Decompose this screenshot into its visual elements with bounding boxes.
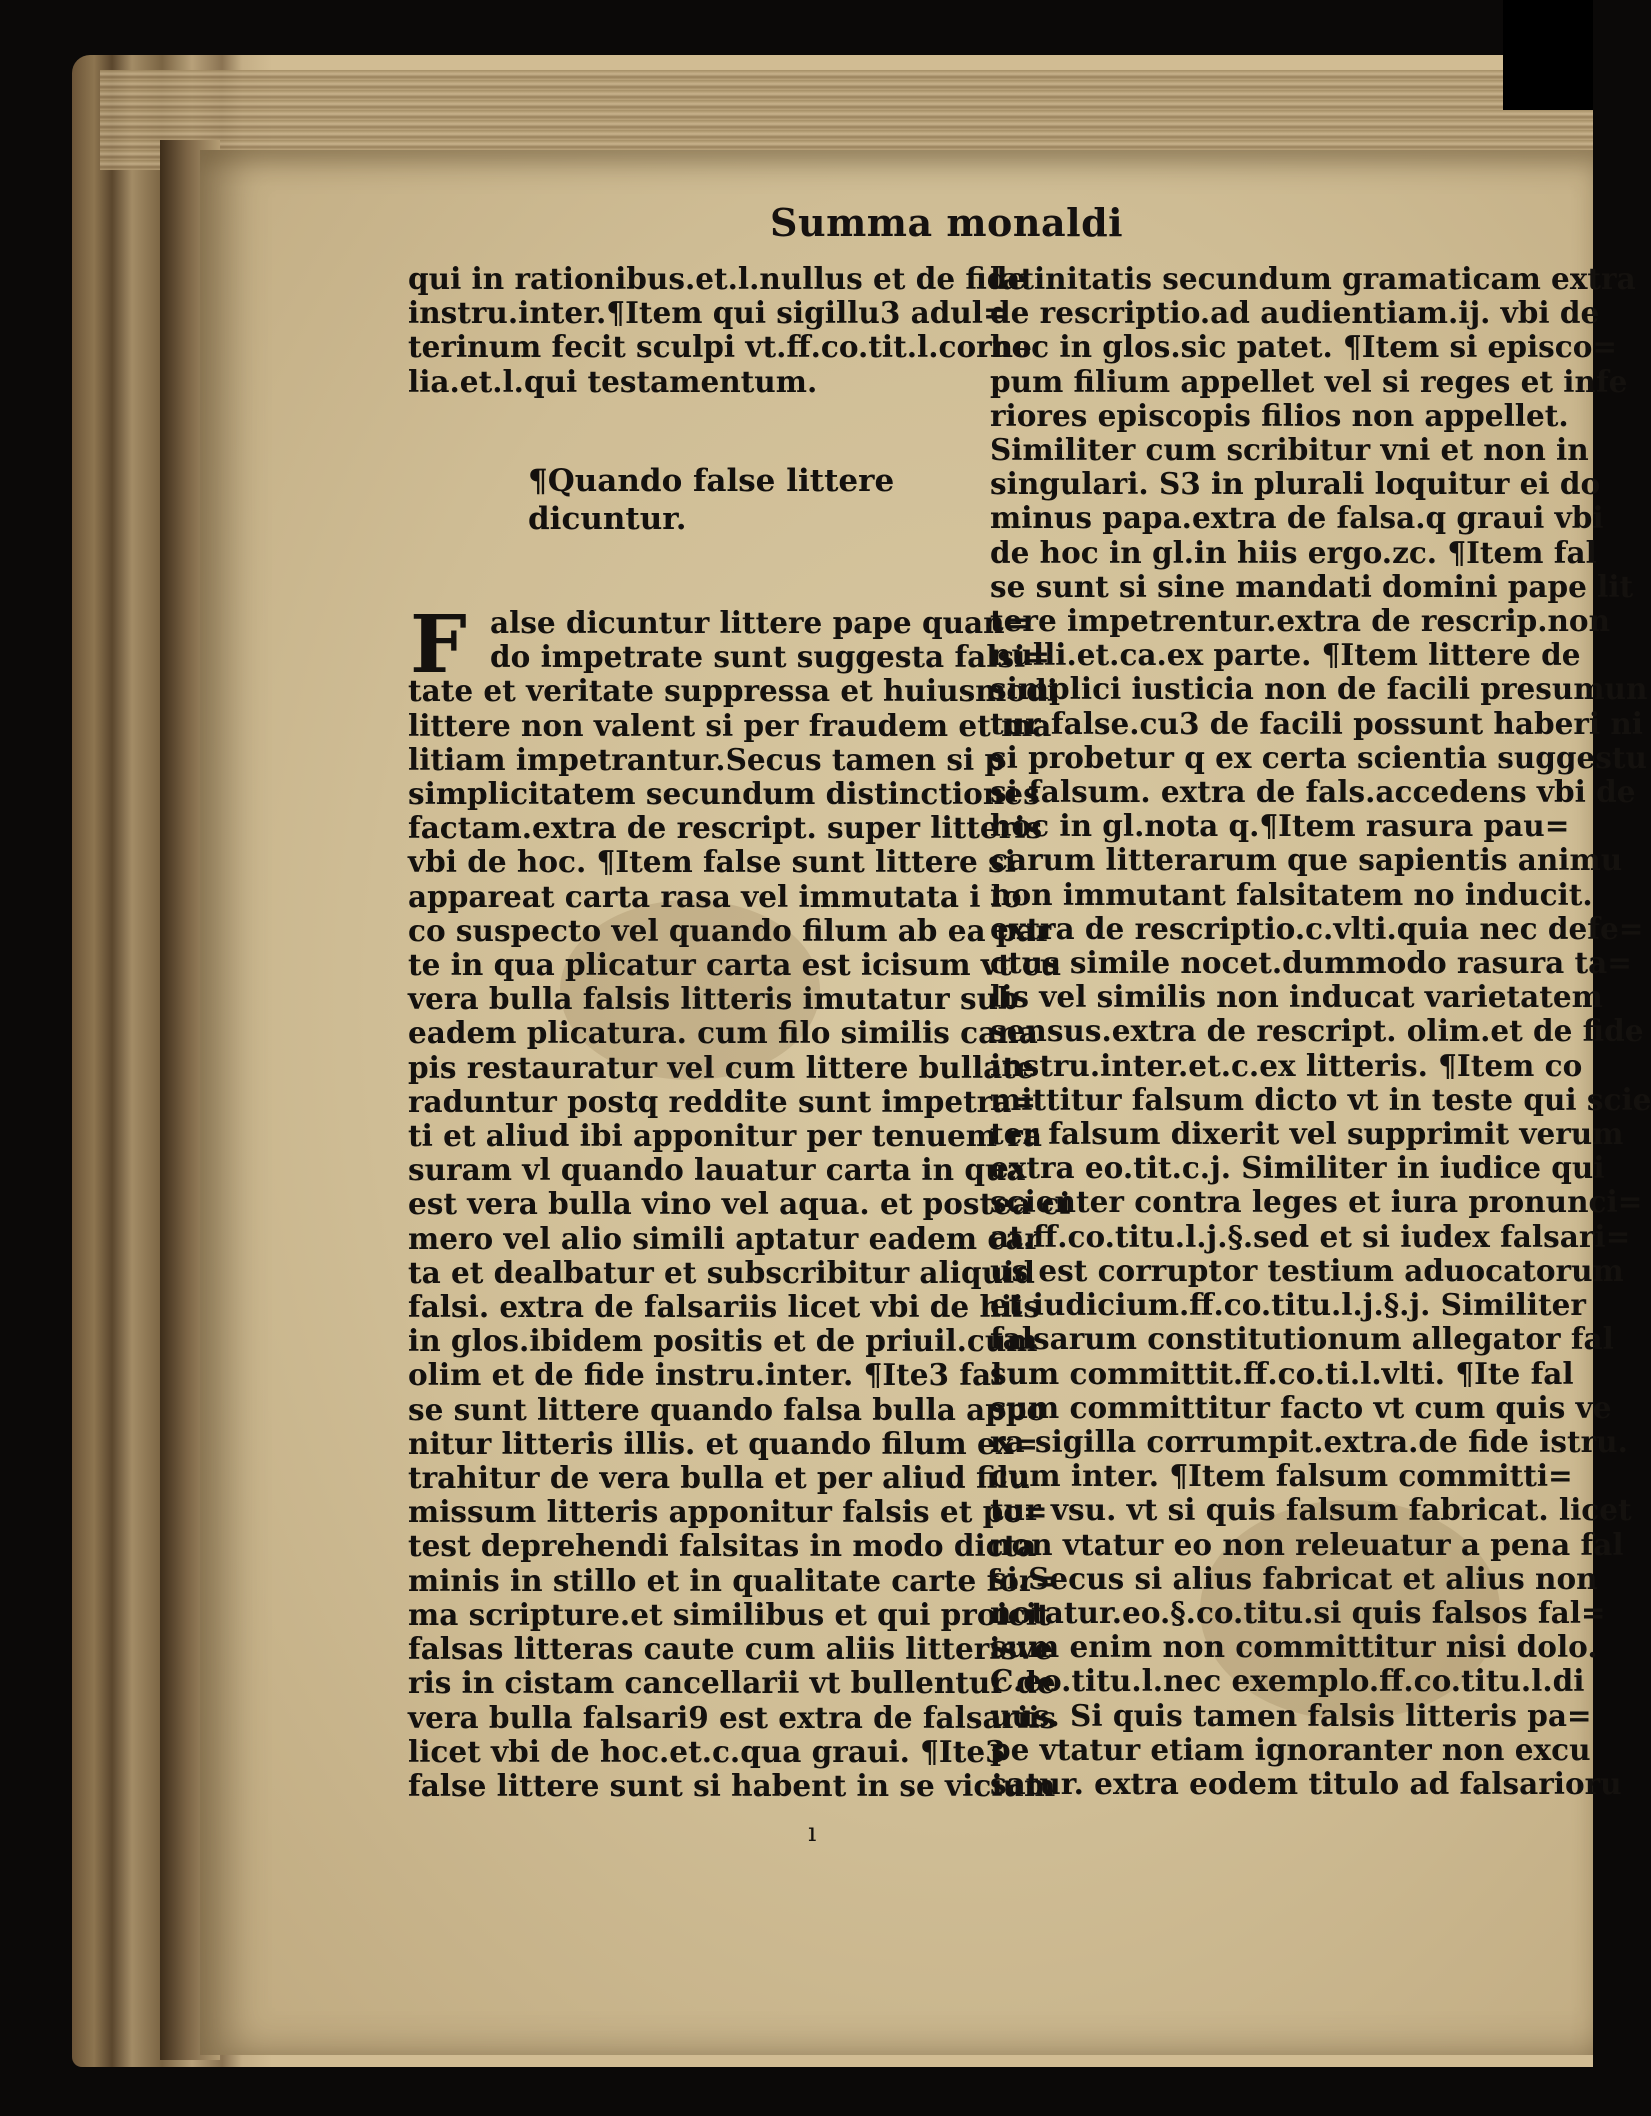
section-rubric (528, 462, 948, 538)
text-line: alse dicuntur littere pape quan= (490, 605, 1030, 640)
text-line: C.eo.titu.l.nec exemplo.ff.co.titu.l.di (990, 1663, 1585, 1699)
text-line: ris in cistam cancellarii vt bullentur de (408, 1665, 1056, 1701)
text-line: te in qua plicatur carta est icisum vt cu (408, 947, 1062, 983)
text-line: ra sigilla corrumpit.extra.de fide istru. (990, 1423, 1628, 1459)
text-line: tur vsu. vt si quis falsum fabricat. licet (990, 1492, 1632, 1528)
text-line: simplici iusticia non de facili presumun (990, 671, 1648, 707)
text-line: mittitur falsum dicto vt in teste qui scie (990, 1081, 1651, 1117)
text-line: si probetur q ex certa scientia suggestu (990, 739, 1647, 775)
rubric-line: ¶Quando false littere (528, 463, 895, 499)
text-line: non vtatur eo non releuatur a pena fal (990, 1526, 1624, 1562)
text-line: si falsum. extra de fals.accedens vbi de (990, 774, 1636, 810)
text-line: suram vl quando lauatur carta in qua (408, 1152, 1026, 1188)
running-head: Summa monaldi (770, 200, 1124, 245)
text-line: instru.inter.et.c.ex litteris. ¶Item co (990, 1047, 1583, 1083)
text-line: scienter contra leges et iura pronunci= (990, 1184, 1643, 1220)
text-line: ti et aliud ibi apponitur per tenuem ra (408, 1118, 1042, 1154)
text-line: litiam impetrantur.Secus tamen si p (408, 741, 1006, 777)
text-line: tate et veritate suppressa et huiusmodi (408, 673, 1058, 709)
signature-mark: ı (808, 1818, 817, 1848)
text-line: test deprehendi falsitas in modo dicta (408, 1528, 1037, 1564)
text-line: co suspecto vel quando filum ab ea par (408, 912, 1052, 948)
text-line: falsas litteras caute cum aliis litterisve (408, 1631, 1053, 1667)
initial-letter: F (410, 597, 467, 691)
text-line: et iudicium.ff.co.titu.l.j.§.j. Similiter (990, 1287, 1586, 1323)
text-line: minis in stillo et in qualitate carte for= (408, 1562, 1060, 1598)
text-line: extra de rescriptio.c.vlti.quia nec defe= (990, 910, 1644, 946)
text-line: lis vel similis non inducat varietatem (990, 979, 1603, 1015)
text-line: Similiter cum scribitur vni et non in (990, 432, 1589, 468)
text-line: eadem plicatura. cum filo similis cana (408, 1015, 1038, 1051)
text-line: in glos.ibidem positis et de priuil.cum (408, 1323, 1038, 1359)
text-line: satur. extra eodem titulo ad falsarioru (990, 1765, 1622, 1801)
text-line: riores episcopis filios non appellet. (990, 397, 1569, 433)
text-line: sum committitur facto vt cum quis ve (990, 1389, 1612, 1425)
text-line: de rescriptio.ad audientiam.ij. vbi de (990, 295, 1600, 331)
text-line: extra eo.tit.c.j. Similiter in iudice qui (990, 1150, 1605, 1186)
left-column-top (408, 261, 1032, 399)
text-line: hoc in gl.nota q.¶Item rasura pau= (990, 808, 1570, 844)
text-line: appareat carta rasa vel immutata i lo (408, 878, 1022, 914)
text-line: vera bulla falsis litteris imutatur sub (408, 981, 1019, 1017)
text-line: lia.et.l.qui testamentum. (408, 363, 818, 399)
text-line: falsarum constitutionum allegator fal (990, 1321, 1614, 1357)
text-line: tur false.cu3 de facili possunt haberi ni (990, 705, 1644, 741)
text-line: raduntur postq reddite sunt impetra= (408, 1083, 1037, 1119)
text-line: vbi de hoc. ¶Item false sunt littere si (408, 844, 1016, 880)
text-line: se sunt si sine mandati domini pape lit (990, 568, 1634, 604)
text-line: si.Secus si alius fabricat et alius non (990, 1560, 1598, 1596)
text-line: tere impetrentur.extra de rescrip.non (990, 603, 1611, 639)
text-line: falsi. extra de falsariis licet vbi de hiis (408, 1289, 1040, 1325)
text-line: factam.extra de rescript. super litteris (408, 810, 1043, 846)
background-corner (1503, 0, 1593, 110)
text-line: minus papa.extra de falsa.q graui vbi (990, 500, 1604, 536)
text-line: false littere sunt si habent in se vicium (408, 1767, 1056, 1803)
text-line: ctus simile nocet.dummodo rasura ta= (990, 945, 1632, 981)
left-column-body (408, 597, 1071, 1803)
text-line: nitur litteris illis. et quando filum ex= (408, 1425, 1039, 1461)
text-line: instru.inter.¶Item qui sigillu3 adul= (408, 295, 1008, 331)
text-line: non immutant falsitatem no inducit. (990, 876, 1593, 912)
text-line: nulli.et.ca.ex parte. ¶Item littere de (990, 637, 1581, 673)
text-line: ma scripture.et similibus et qui proicit (408, 1596, 1051, 1632)
text-line: trahitur de vera bulla et per aliud filu (408, 1460, 1031, 1496)
text-line: us est corruptor testium aduocatorum (990, 1252, 1624, 1288)
text-line: do impetrate sunt suggesta falsi= (490, 639, 1050, 675)
text-line: ta et dealbatur et subscribitur aliquid (408, 1254, 1035, 1290)
text-line: singulari. S3 in plurali loquitur ei do (990, 466, 1601, 502)
text-line: notatur.eo.§.co.titu.si quis falsos fal= (990, 1594, 1606, 1630)
text-line: simplicitatem secundum distinctiones (408, 776, 1040, 812)
rubric-line: dicuntur. (528, 501, 687, 537)
text-line: licet vbi de hoc.et.c.qua graui. ¶Ite3 (408, 1733, 1006, 1769)
text-line: latinitatis secundum gramaticam extra (990, 261, 1636, 296)
text-line: sum enim non committitur nisi dolo. (990, 1629, 1598, 1665)
text-line: uus. Si quis tamen falsis litteris pa= (990, 1697, 1592, 1733)
text-line: se sunt littere quando falsa bulla appo (408, 1391, 1047, 1427)
text-line: terinum fecit sculpi vt.ff.co.tit.l.corne (408, 329, 1032, 365)
text-line: de hoc in gl.in hiis ergo.zc. ¶Item fal (990, 534, 1597, 570)
text-line: qui in rationibus.et.l.nullus et de fide (408, 261, 1027, 296)
text-line: est vera bulla vino vel aqua. et postea ci (408, 1186, 1071, 1222)
text-line: missum litteris apponitur falsis et po= (408, 1494, 1048, 1530)
text-line: littere non valent si per fraudem et ma (408, 707, 1052, 743)
text-line: olim et de fide instru.inter. ¶Ite3 fal (408, 1357, 1003, 1393)
text-line: sensus.extra de rescript. olim.et de fide (990, 1013, 1644, 1049)
text-line: cum inter. ¶Item falsum committi= (990, 1458, 1573, 1494)
text-line: sum committit.ff.co.ti.l.vlti. ¶Ite fal (990, 1355, 1574, 1391)
text-line: pe vtatur etiam ignoranter non excu (990, 1731, 1591, 1767)
text-line: ter falsum dixerit vel supprimit verum (990, 1116, 1624, 1152)
right-column (990, 261, 1651, 1801)
text-line: hoc in glos.sic patet. ¶Item si episco= (990, 329, 1618, 365)
text-line: mero vel alio simili aptatur eadem car (408, 1220, 1041, 1256)
text-line: carum litterarum que sapientis animu (990, 842, 1623, 878)
text-line: pis restauratur vel cum littere bullate (408, 1049, 1035, 1085)
text-line: pum filium appellet vel si reges et infe (990, 363, 1628, 399)
text-line: vera bulla falsari9 est extra de falsariis (408, 1699, 1057, 1735)
text-line: at.ff.co.titu.l.j.§.sed et si iudex falsari= (990, 1218, 1631, 1254)
